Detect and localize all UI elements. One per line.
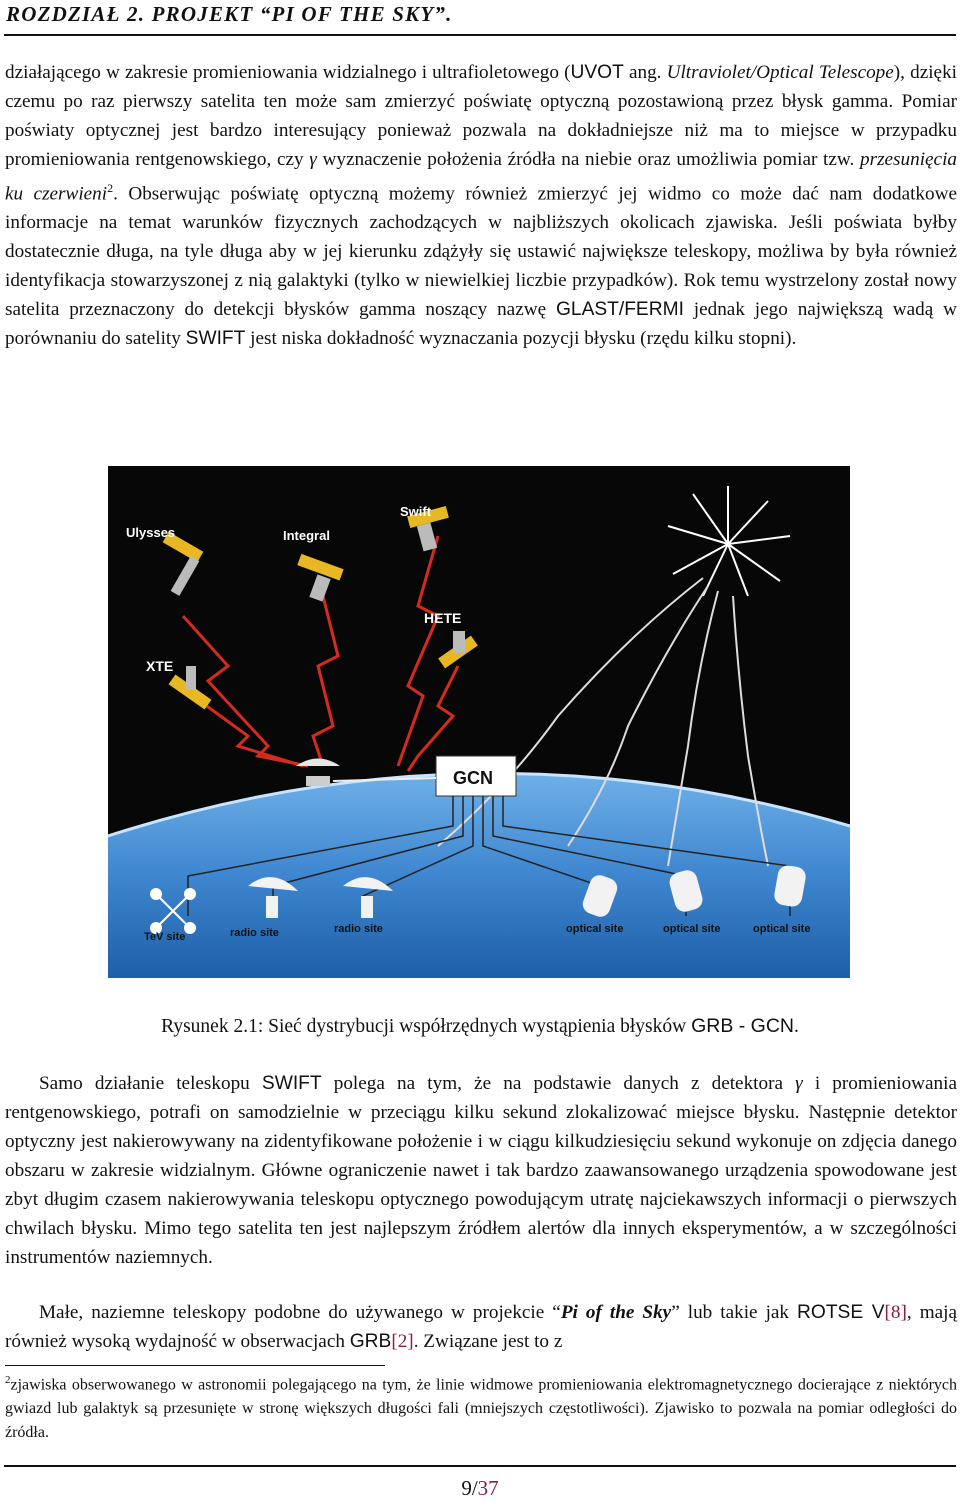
rotse-term: ROTSE V [797,1302,885,1323]
citation-2[interactable]: [2] [391,1331,414,1352]
redshift-term: przesunięcia ku czerwieni [5,149,958,205]
footnote-rule [5,1365,385,1366]
label-swift: Swift [400,504,432,519]
page-number: 9/37 [461,1476,499,1500]
paragraph-1: działającego w zakresie promieniowania widzialnego i ultrafioletowego (UVOT ang. Ultraviolet/Optical Telescope), dzięki czemu po raz pierwszy satelita ten może sam zmierzyć poświatę optyczną pozostawioną przez błysk gamma. Pomiar poświaty optycznej jest bardzo interesujący ponieważ pozwala na dokładniejsze niż ma to miejsce w przypadku promieniowania rentgenowskiego, czy γ wyznaczenie położenia źródła na niebie oraz umożliwia pomiar tzw. przesunięcia ku czerwieni$^2$. Obserwując poświatę optyczną możemy również zmierzyć jej widmo co może dać nam dodatkowe informacje na temat warunków fizycznych zachodzących w najbliższych okolicach zjawiska. Jeśli poświata byłby dostatecznie długa, na tyle długa aby w jej kierunku zdążyły się ustawić największe teleskopy, możliwa by była również identyfikacja stowarzyszonej z nią galaktyki (tylko w niewielkiej liczbie przypadków). Rok temu wystrzelony został nowy satelita przeznaczony do detekcji błysków gamma noszący nazwę GLAST/FERMI jednak jego największą wadą w porównaniu do satelity SWIFT jest niska dokładność wyznaczania pozycji błysku (rzędu kilku stopni). [5,62,958,350]
label-gcn: GCN [453,768,493,788]
project-name: Pi of the Sky [560,1302,672,1323]
label-hete: HETE [424,610,462,626]
label-optical-site-2: optical site [663,923,721,935]
gamma-symbol: γ [309,149,317,170]
caption-grb-gcn: GRB - GCN [691,1015,795,1037]
footnote-2: $^2$zjawiska obserwowanego w astronomii polegającego na tym, że linie widmowe promieniowania elektromagnetycznego docierające z niektórych gwiazd lub galaktyk są przesunięte w stronę większych długości fali (mniejszych częstotliwości). Zjawisko to pozwala na pomiar odległości do źródła. [5,1374,957,1442]
uvot-term: UVOT [570,62,624,83]
footnote-number: 2 [5,1374,11,1386]
label-integral: Integral [283,528,330,543]
label-ulysses: Ulysses [126,525,176,540]
label-optical-site-3: optical site [753,923,811,935]
label-radio-site-1: radio site [230,927,279,939]
label-radio-site-2: radio site [334,923,383,935]
swift-term-2: SWIFT [261,1073,322,1094]
running-header: ROZDZIAŁ 2. PROJEKT “PI OF THE SKY”. [6,2,453,26]
paragraph-3: Małe, naziemne teleskopy podobne do używanego w projekcie “Pi of the Sky” lub takie jak ROTSE V[8], mają również wysoką wydajność w obserwacjach GRB[2]. Związane jest to z [5,1302,957,1352]
label-optical-site-1: optical site [566,923,624,935]
paragraph-2: Samo działanie teleskopu SWIFT polega na tym, że na podstawie danych z detektora γ i promieniowania rentgenowskiego, potrafi on samodzielnie w przeciągu kilku sekund zlokalizować miejsce błysku. Następnie detektor optyczny jest nakierowywany na zidentyfikowane położenie i w ciągu kilkudziesięciu sekund wykonuje on zdjęcia danego obszaru w zakresie widzialnym. Główne ograniczenie nawet i tak bardzo zaawansowanego urządzenia spowodowane jest zbyt długim czasem nakierowywania teleskopu optycznego powodującym utratę najciekawszych informacji o pierwszych chwilach błysku. Mimo tego satelita ten jest najlepszym źródłem alertów dla innych eksperymentów, a w szczególności instrumentów naziemnych. [5,1073,957,1268]
footnote-mark[interactable]: 2 [107,181,114,195]
label-tev-site: TeV site [144,931,186,943]
label-xte: XTE [146,658,174,674]
header-rule [4,34,956,36]
footer-rule [4,1465,956,1467]
swift-term: SWIFT [185,328,246,350]
citation-8[interactable]: [8] [884,1302,907,1323]
uvot-expansion: Ultraviolet/Optical Telescope [666,62,894,83]
page-total[interactable]: 37 [477,1476,499,1500]
gcn-diagram [108,466,850,978]
figure-caption: Rysunek 2.1: Sieć dystrybucji współrzędnych wystąpienia błysków GRB - GCN. [161,1015,799,1037]
glast-term: GLAST/FERMI [555,299,684,321]
gamma-symbol-2: γ [795,1073,803,1094]
grb-term: GRB [349,1331,392,1352]
figure-gcn-network [108,466,850,978]
